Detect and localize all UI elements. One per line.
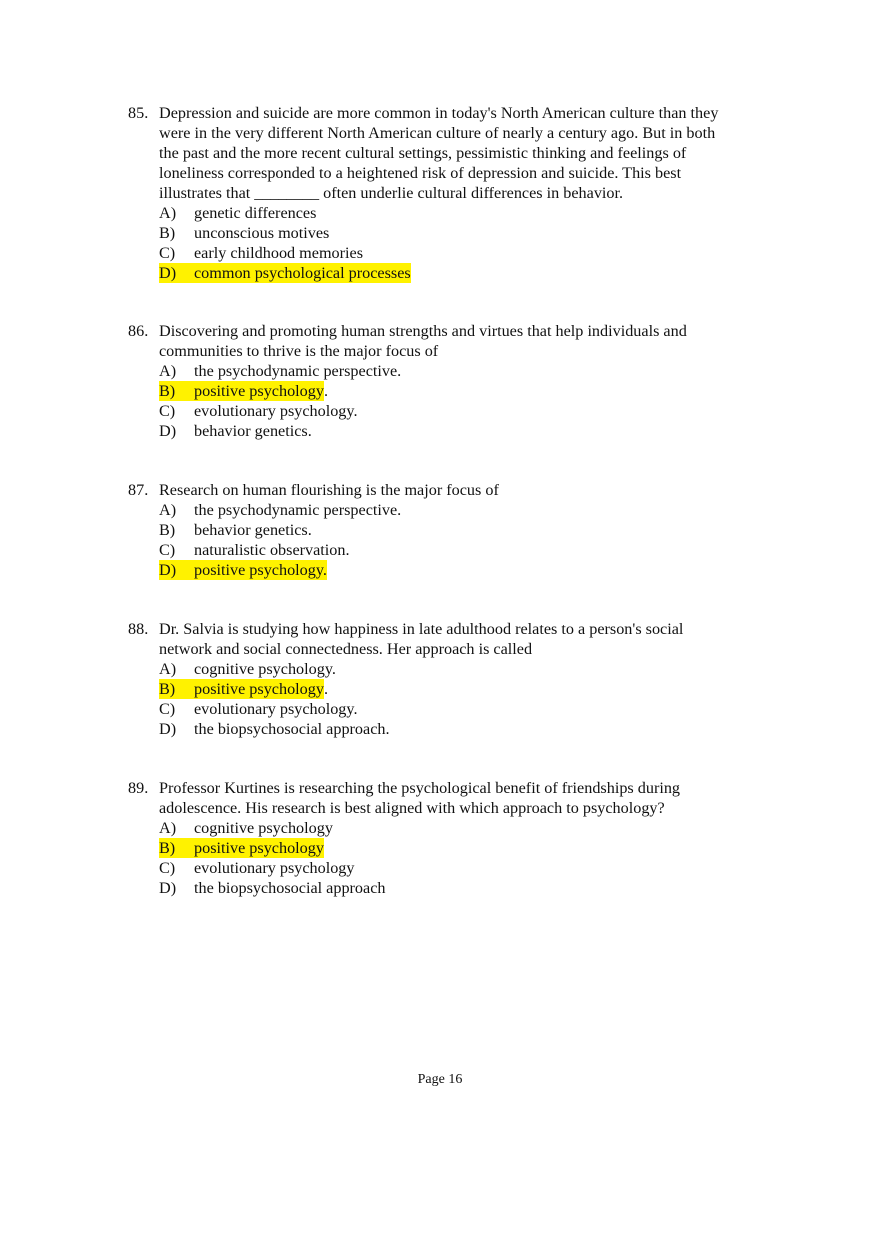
option-c: C) evolutionary psychology.	[159, 402, 358, 420]
option-a: A) cognitive psychology	[159, 819, 333, 837]
option-b: B) unconscious motives	[159, 224, 330, 242]
question-88	[128, 619, 768, 739]
option-c: C) evolutionary psychology	[159, 859, 355, 877]
question-89	[128, 778, 768, 898]
option-a: A) the psychodynamic perspective.	[159, 362, 402, 380]
option-a: A) genetic differences	[159, 204, 317, 222]
question-text: Discovering and promoting human strengths and virtues that help individuals and communities to thrive is the major focus of	[159, 322, 687, 360]
option-c: C) naturalistic observation.	[159, 541, 350, 559]
question-87	[128, 480, 768, 580]
option-d: D) the biopsychosocial approach	[159, 879, 386, 897]
option-d-correct-highlighted: D) positive psychology.	[159, 561, 327, 579]
question-text: Dr. Salvia is studying how happiness in late adulthood relates to a person's social network and social connectedness. Her approach is called	[159, 620, 684, 658]
question-number: 89.	[128, 779, 149, 797]
answer-options	[159, 500, 768, 580]
option-d: D) behavior genetics.	[159, 422, 312, 440]
option-c: C) early childhood memories	[159, 244, 364, 262]
option-b-correct-highlighted: B) positive psychology .	[159, 680, 328, 698]
answer-options	[159, 659, 768, 739]
option-d: D) the biopsychosocial approach.	[159, 720, 390, 738]
page-number: Page 16	[417, 1072, 463, 1087]
question-86	[128, 321, 768, 441]
option-a: A) the psychodynamic perspective.	[159, 501, 402, 519]
question-text: Professor Kurtines is researching the psychological benefit of friendships during adolescence. His research is best aligned with which approach to psychology?	[159, 779, 681, 817]
option-a: A) cognitive psychology.	[159, 660, 336, 678]
answer-options	[159, 818, 768, 898]
option-b: B) behavior genetics.	[159, 521, 312, 539]
answer-options	[159, 361, 768, 441]
option-d-correct-highlighted: D) common psychological processes	[159, 264, 411, 282]
question-number: 88.	[128, 620, 149, 638]
question-number: 85.	[128, 104, 149, 122]
question-text: Depression and suicide are more common in today's North American culture than they were in the very different North American culture of nearly a century ago. But in both the past and the more recent cultural settings, pessimistic thinking and feelings of loneliness corresponded to a heightened risk of depression and suicide. This best illustrates that ________ often underlie cultural differences in behavior.	[159, 104, 719, 202]
answer-options	[159, 203, 768, 283]
question-number: 87.	[128, 481, 149, 499]
question-85	[128, 103, 768, 283]
question-text: Research on human flourishing is the major focus of	[159, 481, 499, 499]
option-c: C) evolutionary psychology.	[159, 700, 358, 718]
question-number: 86.	[128, 322, 149, 340]
option-b-correct-highlighted: B) positive psychology .	[159, 382, 328, 400]
option-b-correct-highlighted: B) positive psychology	[159, 839, 324, 857]
